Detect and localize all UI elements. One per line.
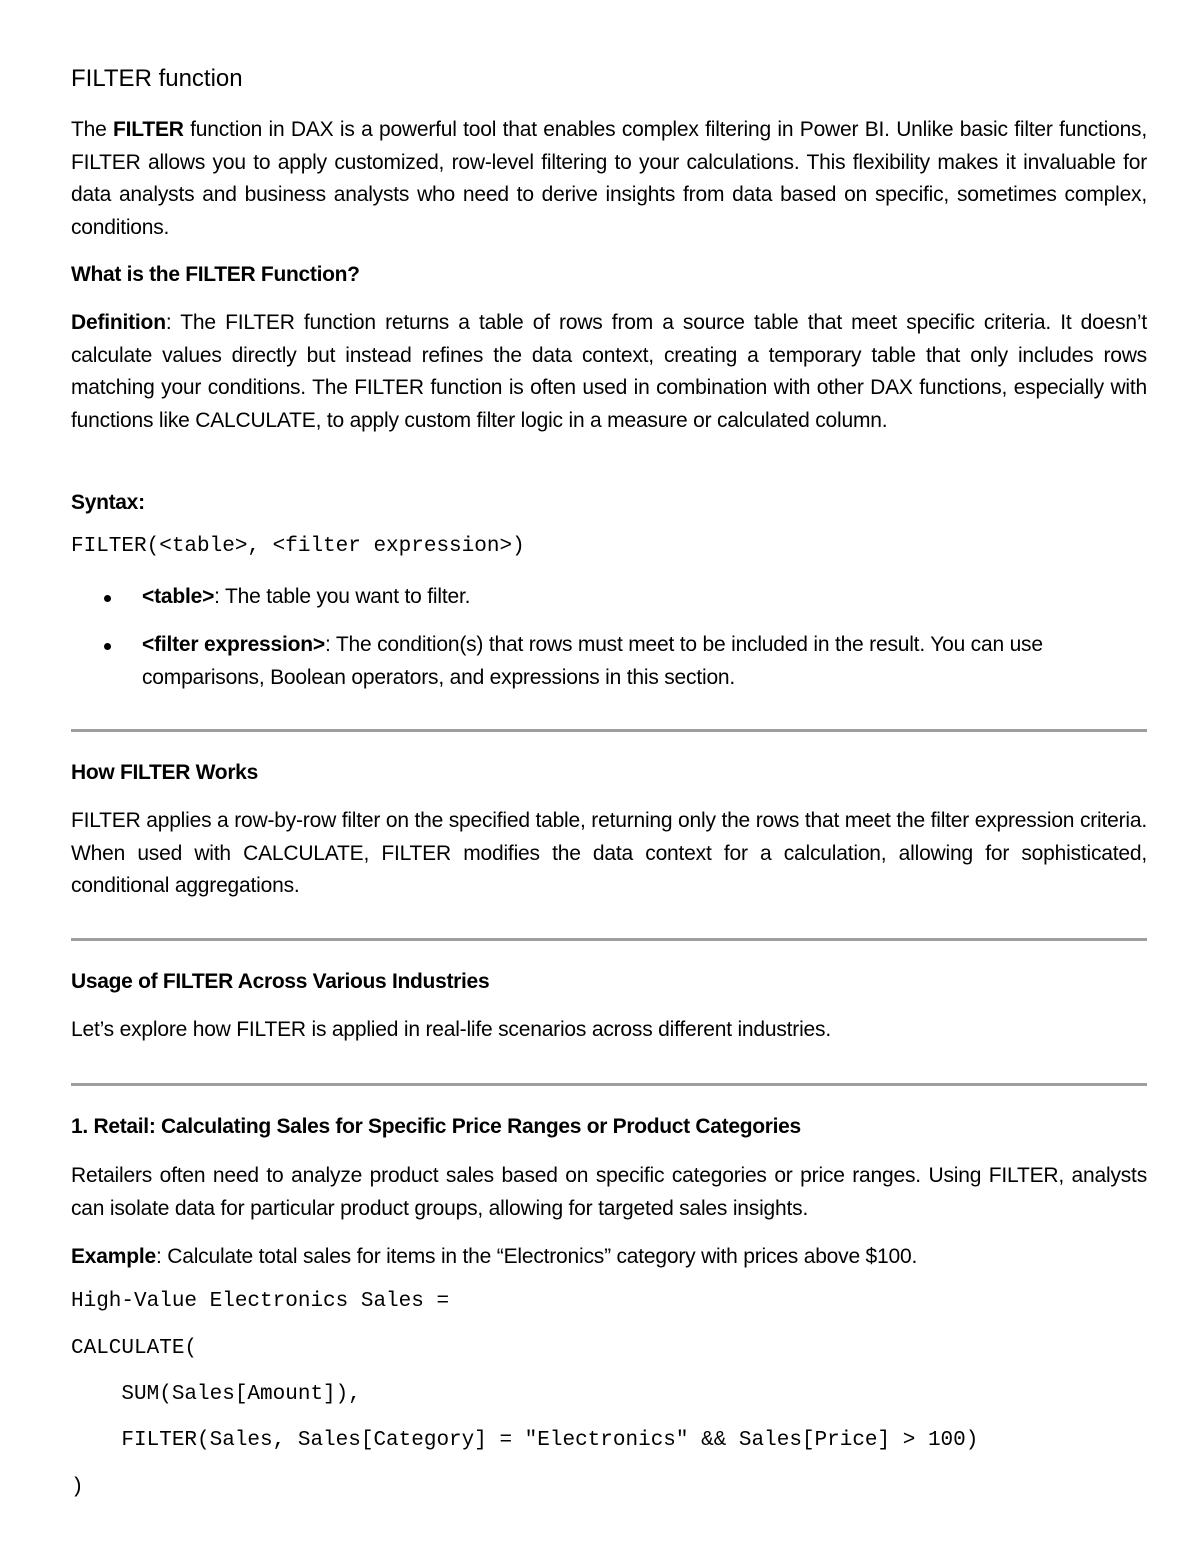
- code-line: SUM(Sales[Amount]),: [71, 1383, 361, 1406]
- code-line: CALCULATE(: [71, 1337, 198, 1360]
- retail-heading: 1. Retail: Calculating Sales for Specific Price Ranges or Product Categories: [71, 1115, 801, 1138]
- horizontal-divider: [71, 729, 1147, 732]
- how-works-heading-lead: How: [71, 761, 120, 784]
- example-label: Example: [71, 1245, 156, 1268]
- example-text: : Calculate total sales for items in the “Electronics” category with prices above $100.: [155, 1245, 918, 1268]
- syntax-code: FILTER(<table>, <filter expression>): [71, 535, 525, 558]
- horizontal-divider: [71, 1083, 1147, 1086]
- code-line: High-Value Electronics Sales =: [71, 1290, 450, 1313]
- bullet-dot-1: [104, 595, 111, 602]
- retail-paragraph: Retailers often need to analyze product sales based on specific categories or price ranges. Using FILTER, analysts can isolate data for particular product groups, allowing for targeted sales insights.: [71, 1164, 1147, 1220]
- what-is-heading-lead: What is the: [71, 263, 186, 286]
- what-is-heading: [71, 260, 360, 290]
- definition-text: : The FILTER function returns a table of rows from a source table that meet specific criteria. It doesn’t calculate values directly but instead refines the data context, creating a temporary table that only includes rows matching your conditions. The FILTER function is often used in combination with other DAX functions, especially with functions like CALCULATE, to apply custom filter logic in a measure or calculated column.: [71, 311, 1147, 432]
- intro-paragraph: [71, 114, 1147, 244]
- usage-heading-tail: Across Various Industries: [232, 970, 490, 993]
- how-works-heading-bold: FILTER: [119, 761, 191, 784]
- what-is-heading-bold: FILTER: [185, 263, 256, 286]
- bullet-item-filter-expression: [142, 629, 1147, 694]
- bullet-desc: : The table you want to filter.: [214, 585, 471, 608]
- intro-lead: The: [71, 118, 114, 141]
- usage-heading-lead: Usage of: [71, 970, 163, 993]
- how-works-heading-tail: Works: [190, 761, 258, 784]
- bullet-desc: : The condition(s) that rows must meet to be included in the result. You can use comparisons, Boolean operators, and expressions in this section.: [142, 633, 1043, 689]
- usage-heading: [71, 967, 489, 997]
- usage-paragraph: Let’s explore how FILTER is applied in real-life scenarios across different industries.: [71, 1018, 831, 1041]
- how-works-heading: [71, 758, 258, 788]
- how-works-paragraph: FILTER applies a row-by-row filter on the specified table, returning only the rows that meet the filter expression criteria. When used with CALCULATE, FILTER modifies the data context for a calculation, allowing for sophisticated, conditional aggregations.: [71, 809, 1147, 897]
- bullet-term: <filter expression>: [142, 633, 325, 656]
- what-is-heading-tail: Function?: [255, 263, 360, 286]
- definition-paragraph: [71, 307, 1147, 437]
- usage-heading-bold: FILTER: [162, 970, 233, 993]
- intro-rest: function in DAX is a powerful tool that enables complex filtering in Power BI. Unlike basic filter functions, FILTER allows you to apply customized, row-level filtering to your calculations. This flexibility makes it invaluable for data analysts and business analysts who need to derive insights from data based on specific, sometimes complex, conditions.: [71, 118, 1147, 239]
- intro-bold: FILTER: [113, 118, 184, 141]
- code-line: ): [71, 1476, 84, 1499]
- page-title: FILTER function: [71, 65, 243, 92]
- example-paragraph: [71, 1241, 1147, 1274]
- bullet-term: <table>: [142, 585, 215, 608]
- bullet-item-table: [142, 581, 1147, 614]
- definition-label: Definition: [71, 311, 166, 334]
- code-line: FILTER(Sales, Sales[Category] = "Electronics" && Sales[Price] > 100): [71, 1429, 979, 1452]
- syntax-label: Syntax:: [71, 491, 145, 514]
- bullet-dot-2: [104, 643, 111, 650]
- horizontal-divider: [71, 938, 1147, 941]
